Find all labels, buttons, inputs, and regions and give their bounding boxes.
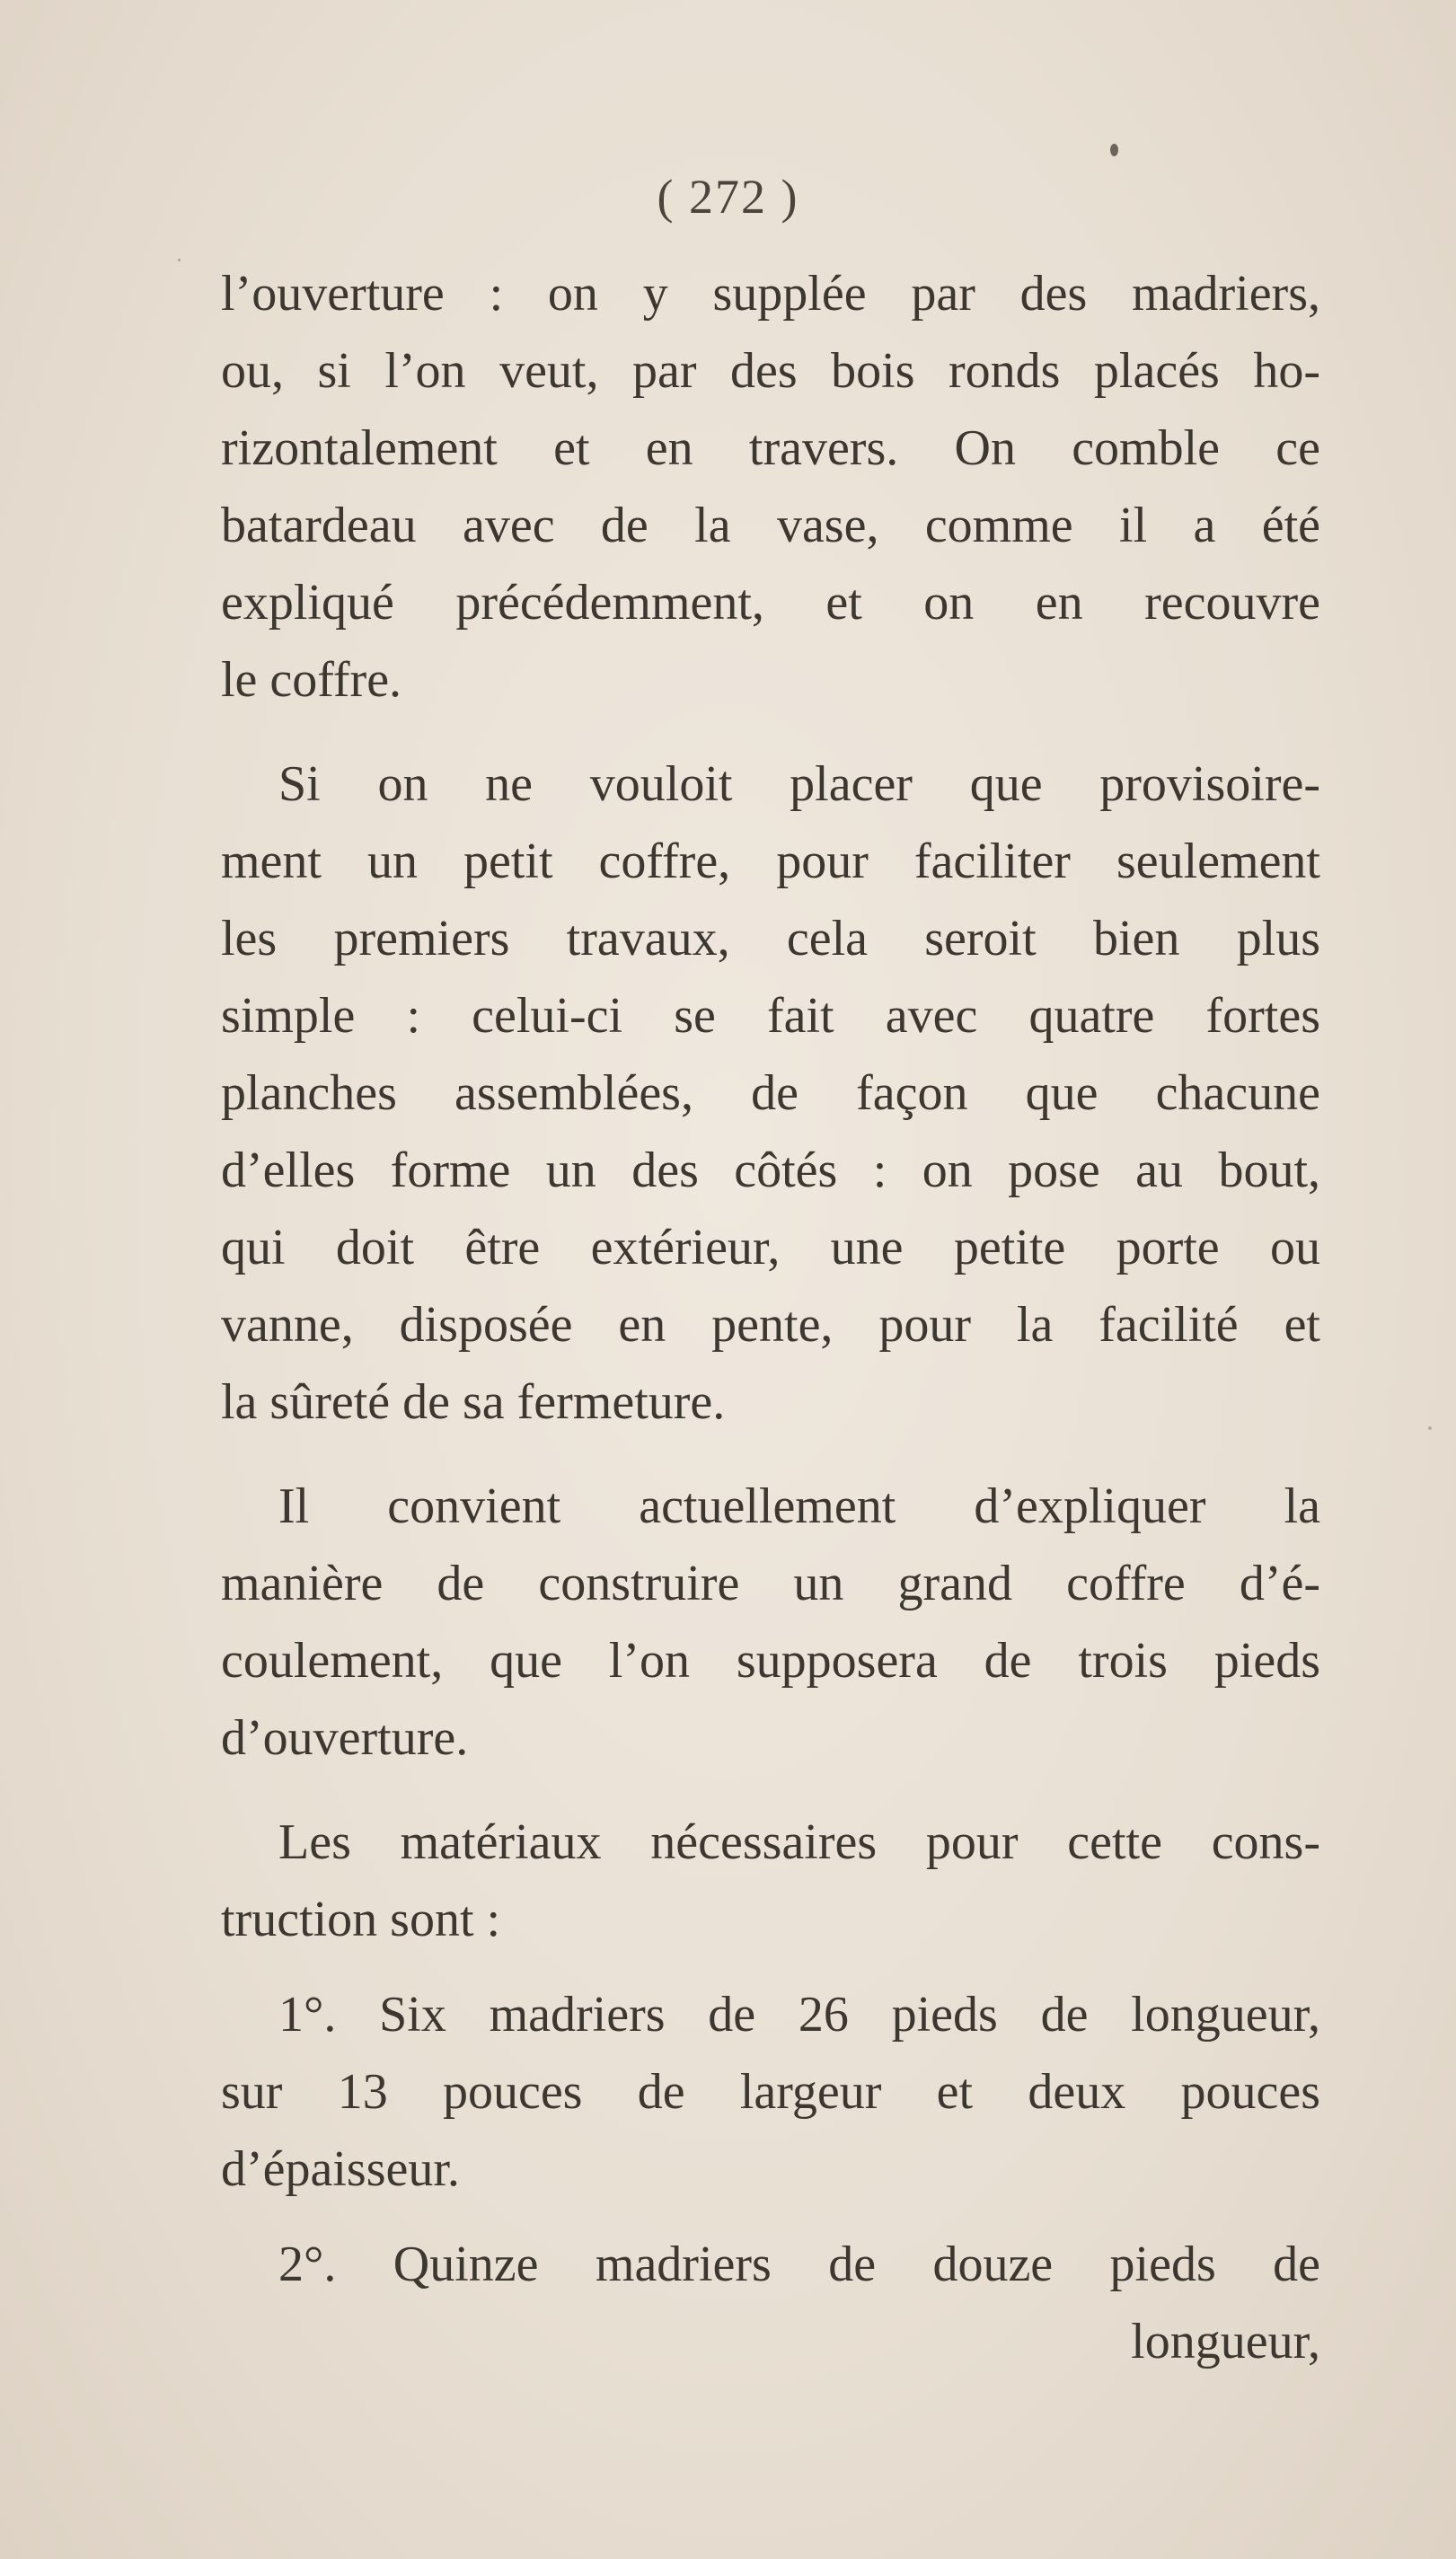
text-line: batardeau avec de la vase, comme il a été — [221, 498, 1320, 553]
text-line: ment un petit coffre, pour faciliter seulement — [221, 834, 1320, 889]
paper-speck — [178, 259, 181, 261]
page-number: ( 272 ) — [657, 170, 799, 224]
paper-speck — [1110, 144, 1118, 156]
text-line: d’ouverture. — [221, 1710, 469, 1766]
text-line: l’ouverture : on y supplée par des madriers, — [221, 266, 1320, 322]
text-line: les premiers travaux, cela seroit bien plus — [221, 911, 1320, 966]
paragraph-gap — [221, 1441, 1320, 1468]
paragraph-6 — [221, 2226, 1320, 2303]
text-line: planches assemblées, de façon que chacune — [221, 1065, 1320, 1121]
paragraph-gap — [221, 2208, 1320, 2226]
text-line: vanne, disposée en pente, pour la facilité et — [221, 1297, 1320, 1353]
text-line: expliqué précédemment, et on en recouvre — [221, 575, 1320, 631]
paragraph-5 — [221, 1976, 1320, 2208]
text-line: Si on ne vouloit placer que provisoire- — [278, 756, 1320, 812]
catchword: longueur, — [1131, 2314, 1320, 2369]
text-line: coulement, que l’on supposera de trois pieds — [221, 1633, 1320, 1689]
text-line: Il convient actuellement d’expliquer la — [278, 1478, 1320, 1534]
text-line: qui doit être extérieur, une petite porte ou — [221, 1220, 1320, 1275]
text-line: 1°. Six madriers de 26 pieds de longueur, — [278, 1987, 1320, 2043]
text-line: d’épaisseur. — [221, 2141, 460, 2197]
text-line: le coffre. — [221, 652, 402, 708]
text-line: Les matériaux nécessaires pour cette cons- — [278, 1814, 1320, 1870]
text-line: 2°. Quinze madriers de douze pieds de — [278, 2237, 1320, 2292]
paragraph-4 — [221, 1804, 1320, 1958]
body-text — [221, 255, 1320, 2380]
paragraph-gap — [221, 1777, 1320, 1804]
text-line: d’elles forme un des côtés : on pose au bout, — [221, 1143, 1320, 1198]
text-line: simple : celui-ci se fait avec quatre fortes — [221, 988, 1320, 1044]
paragraph-2 — [221, 746, 1320, 1441]
paragraph-1 — [221, 255, 1320, 719]
text-line: sur 13 pouces de largeur et deux pouces — [221, 2064, 1320, 2120]
paragraph-gap — [221, 719, 1320, 746]
paragraph-gap — [221, 1958, 1320, 1976]
text-line: truction sont : — [221, 1892, 501, 1947]
text-line: rizontalement et en travers. On comble ce — [221, 420, 1320, 476]
text-line: ou, si l’on veut, par des bois ronds placés ho- — [221, 343, 1320, 399]
paper-speck — [1428, 1426, 1432, 1430]
paragraph-3 — [221, 1468, 1320, 1777]
text-line: la sûreté de sa fermeture. — [221, 1374, 726, 1430]
text-line: manière de construire un grand coffre d’é- — [221, 1556, 1320, 1611]
